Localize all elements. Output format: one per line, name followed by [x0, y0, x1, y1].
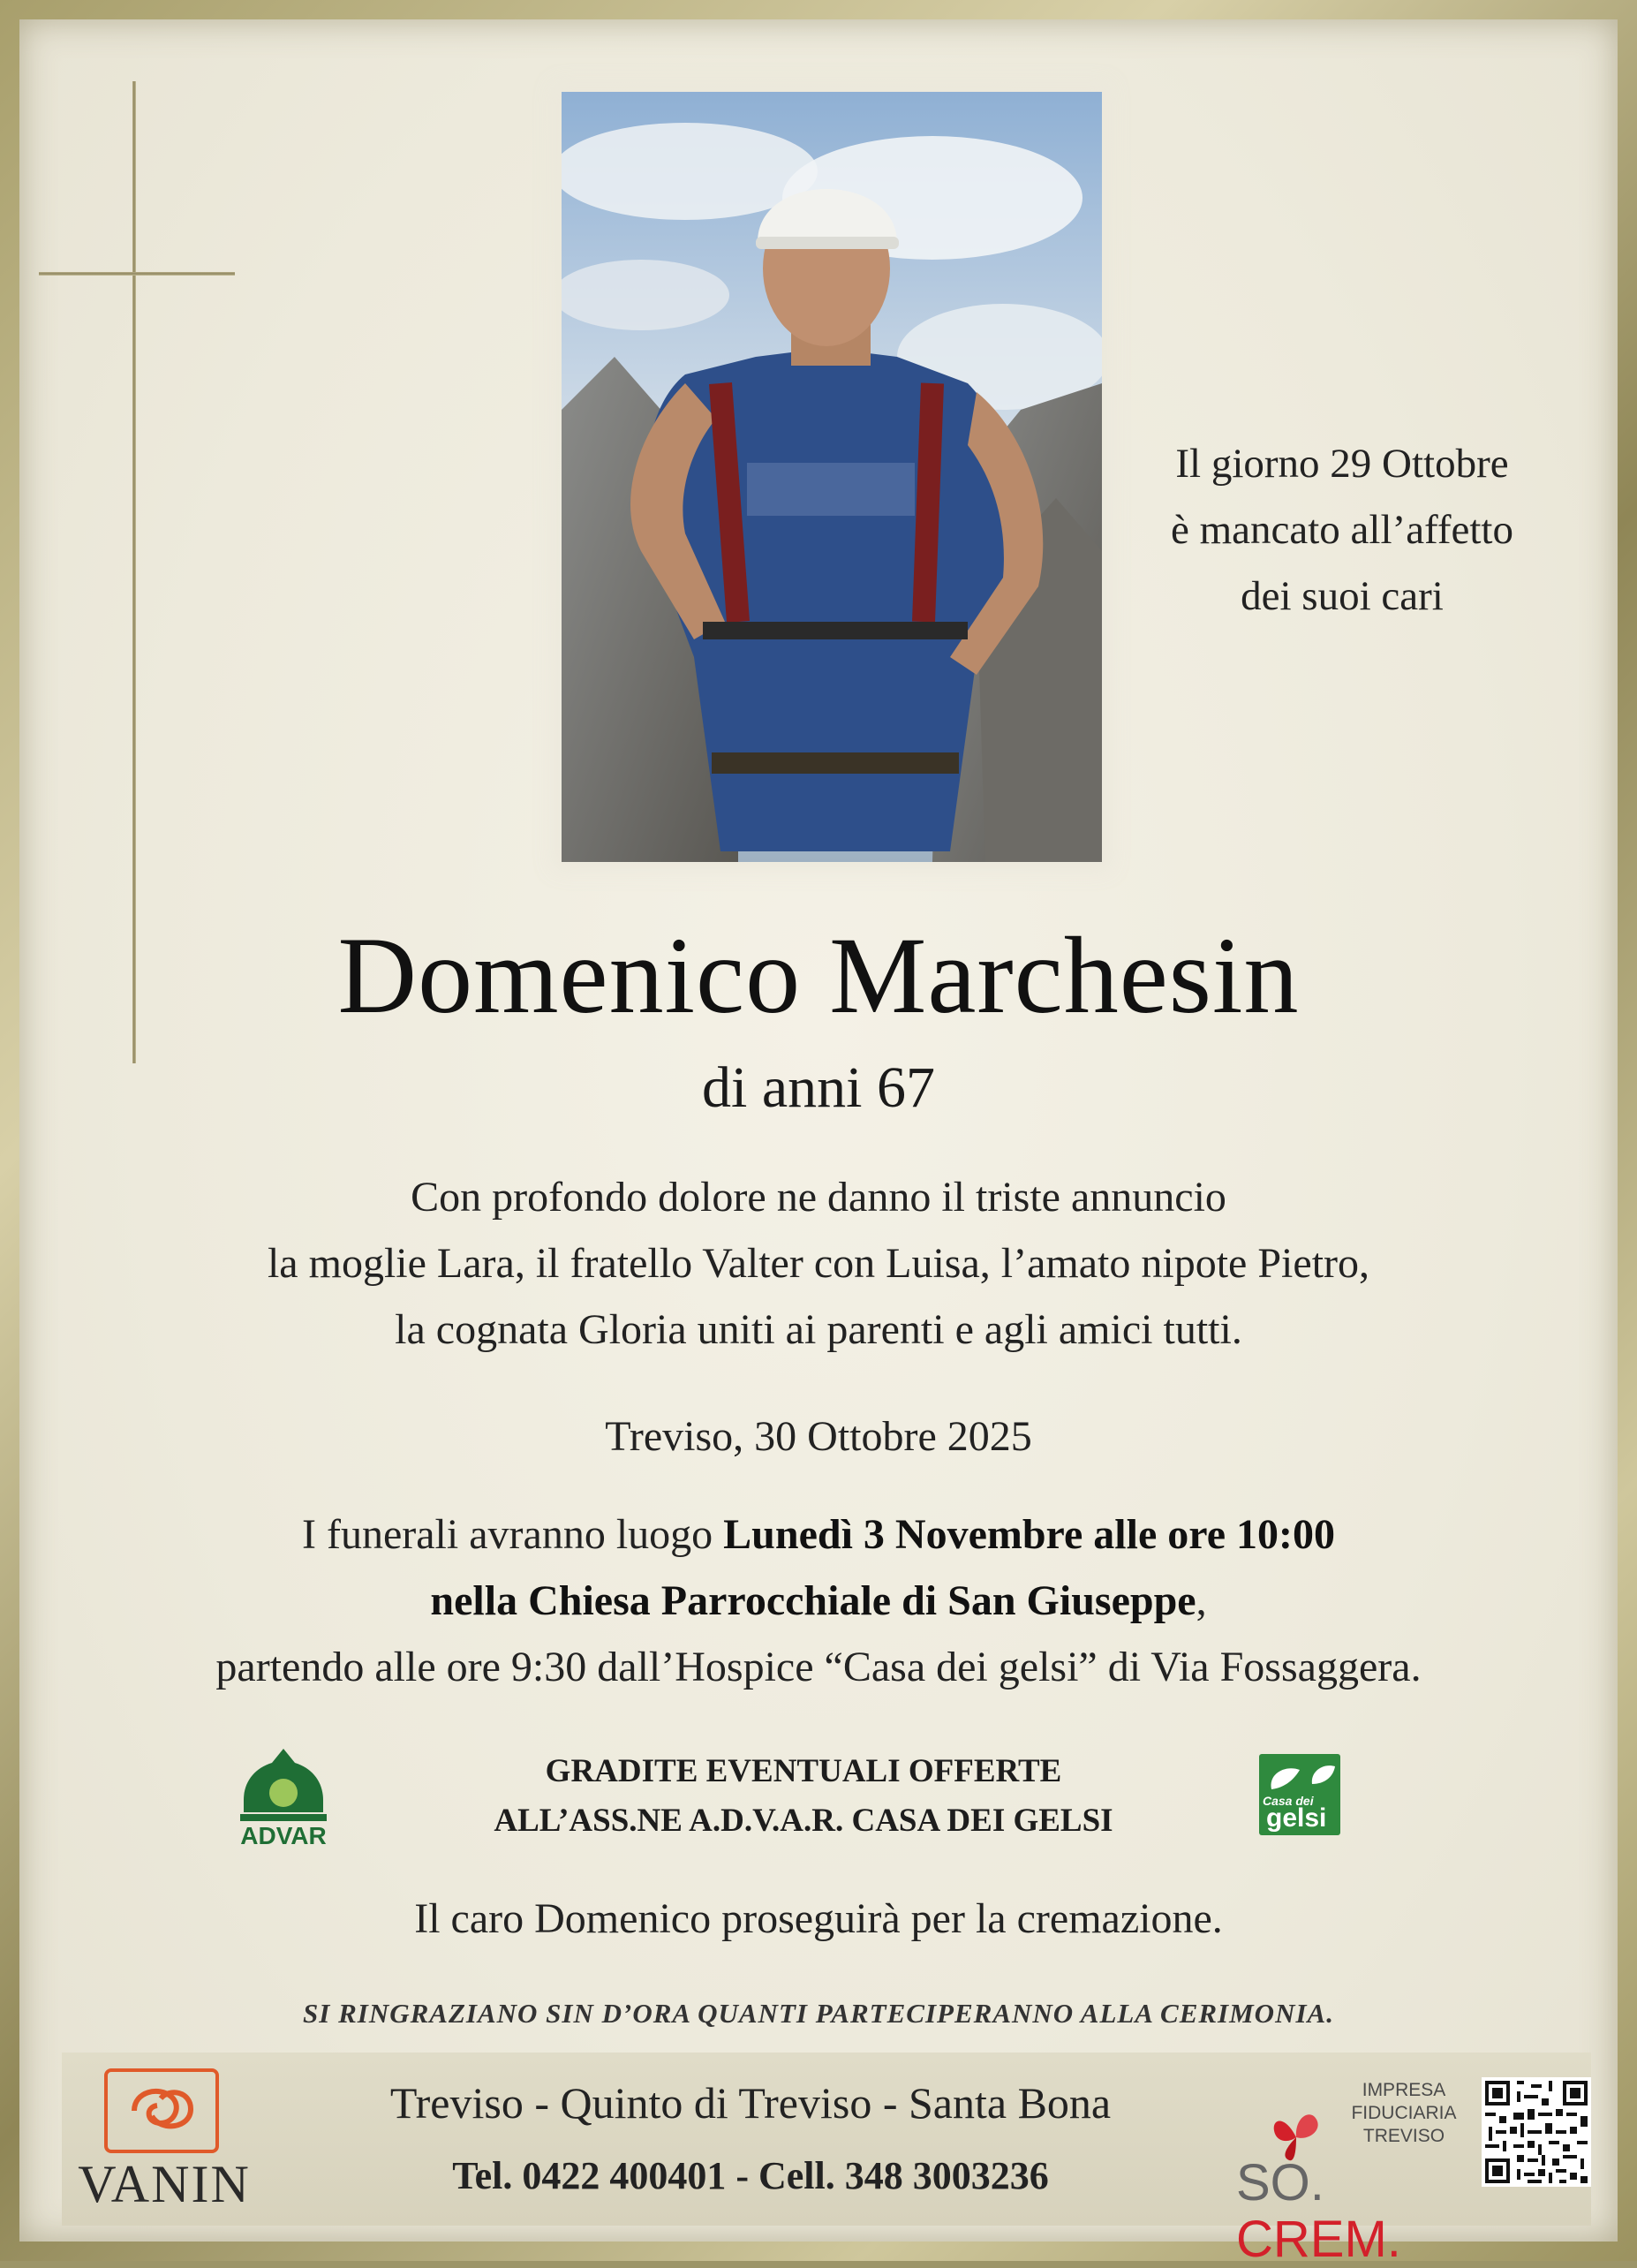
offers-line-1: GRADITE EVENTUALI OFFERTE	[545, 1753, 1062, 1789]
vanin-logo-icon	[104, 2068, 219, 2153]
socrem-logo	[1236, 2155, 1483, 2268]
socrem-tag-3: TREVISO	[1362, 2126, 1445, 2146]
gelsi-small-text: Casa dei	[1263, 1794, 1314, 1808]
casa-dei-gelsi-logo	[1259, 1754, 1340, 1835]
socrem-crem: CREM.	[1236, 2211, 1401, 2268]
funeral-details	[0, 1501, 1637, 1700]
socrem-tag-2: FIDUCIARIA	[1351, 2103, 1457, 2123]
funeral-home-footer	[62, 2053, 1591, 2268]
deceased-age: di anni 67	[702, 1055, 935, 1120]
announcement-line-3: la cognata Gloria uniti ai parenti e agli amici tutti.	[395, 1306, 1242, 1353]
advar-logo	[231, 1745, 336, 1849]
funeral-date-time: Lunedì 3 Novembre alle ore 10:00	[723, 1511, 1335, 1558]
funeral-line-2	[0, 1568, 1637, 1634]
passing-line-2: è mancato all’affetto	[1171, 507, 1513, 553]
thanks-note: SI RINGRAZIANO SIN D’ORA QUANTI PARTECIPERANNO ALLA CERIMONIA.	[303, 1998, 1334, 2029]
portrait-photo	[562, 92, 1102, 862]
funeral-church: nella Chiesa Parrocchiale di San Giuseppe	[430, 1577, 1196, 1624]
funeral-line-1-normal: I funerali avranno luogo	[301, 1511, 724, 1558]
qr-code-icon[interactable]	[1482, 2077, 1591, 2187]
place-date: Treviso, 30 Ottobre 2025	[605, 1413, 1032, 1460]
offers-note	[406, 1747, 1201, 1846]
footer-phones: Tel. 0422 400401 - Cell. 348 3003236	[452, 2154, 1049, 2197]
announcement-text	[0, 1164, 1637, 1363]
vanin-name: VANIN	[78, 2155, 251, 2213]
funeral-line-2-tail: ,	[1196, 1577, 1207, 1624]
offers-line-2: ALL’ASS.NE A.D.V.A.R. CASA DEI GELSI	[494, 1803, 1113, 1839]
gelsi-big-text: gelsi	[1266, 1803, 1327, 1833]
announcement-line-2: la moglie Lara, il fratello Valter con Luisa, l’amato nipote Pietro,	[267, 1240, 1370, 1287]
funeral-line-3: partendo alle ore 9:30 dall’Hospice “Casa dei gelsi” di Via Fossaggera.	[215, 1644, 1422, 1690]
funeral-line-1	[0, 1501, 1637, 1568]
socrem-tagline	[1342, 2079, 1466, 2148]
cremation-note: Il caro Domenico proseguirà per la cremazione.	[414, 1895, 1223, 1942]
footer-locations: Treviso - Quinto di Treviso - Santa Bona	[389, 2078, 1112, 2128]
passing-line-3: dei suoi cari	[1241, 573, 1444, 619]
cross-horizontal-bar	[39, 272, 235, 276]
passing-line-1: Il giorno 29 Ottobre	[1175, 441, 1509, 487]
deceased-name: Domenico Marchesin	[337, 915, 1300, 1036]
advar-label: ADVAR	[240, 1822, 327, 1849]
socrem-so: SO.	[1236, 2154, 1324, 2211]
socrem-tag-1: IMPRESA	[1362, 2080, 1446, 2100]
announcement-line-1: Con profondo dolore ne danno il triste annuncio	[411, 1174, 1226, 1221]
passing-date-message	[1121, 431, 1563, 630]
